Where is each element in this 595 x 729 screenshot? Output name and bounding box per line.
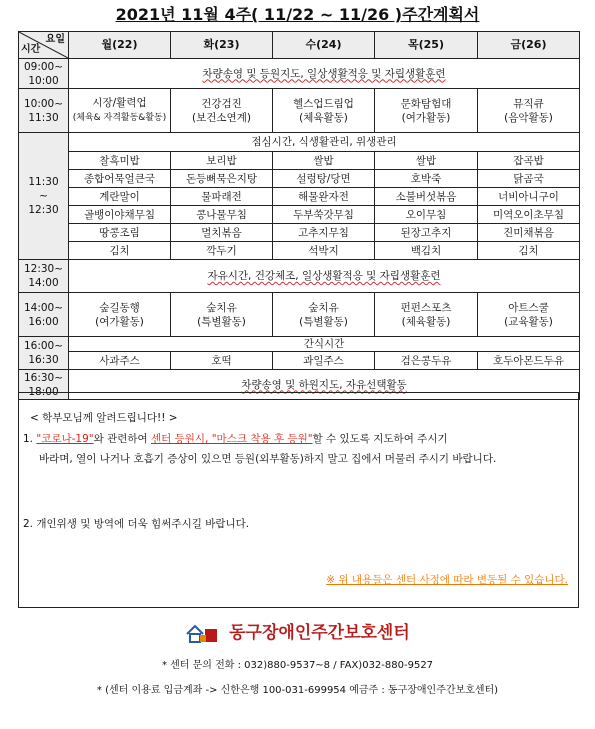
house-logo-icon — [185, 623, 219, 643]
activity-cell: 문화탐험대 (여가활동) — [375, 89, 478, 133]
day-wed: 수(24) — [273, 32, 375, 59]
snack-item: 호두아몬드두유 — [478, 352, 580, 370]
menu-item: 설렁탕/당면 — [273, 170, 375, 188]
activity-cell: 뮤직큐 (음악활동) — [478, 89, 580, 133]
time-cell: 16:30~ 18:00 — [19, 370, 69, 400]
row-morning-program — [19, 89, 580, 133]
snack-row — [19, 352, 580, 370]
menu-item: 쌀밥 — [273, 152, 375, 170]
activity-cell: 시장/활력업 (체육& 자격활동&활동) — [69, 89, 171, 133]
activity-cell: 숲치유 (특별활동) — [273, 293, 375, 337]
activity-cell: 건강검진 (보건소연계) — [171, 89, 273, 133]
account-info: * (센터 이용료 입금계좌 -> 신한은행 100-031-699954 예금주 : 동구장애인주간보호센터) — [96, 685, 499, 696]
lunch-header: 점심시간, 식생활관리, 위생관리 — [69, 133, 580, 152]
menu-row — [19, 170, 580, 188]
time-cell: 10:00~ 11:30 — [19, 89, 69, 133]
page-title: 2021년 11월 4주( 11/22 ~ 11/26 )주간계획서 — [115, 5, 480, 24]
menu-row — [19, 152, 580, 170]
menu-item: 된장고추지 — [375, 224, 478, 242]
menu-item: 미역오이초무침 — [478, 206, 580, 224]
row-afternoon-free — [19, 260, 580, 293]
snack-item: 호떡 — [171, 352, 273, 370]
activity-wide: 차량송영 및 하원지도, 자유선택활동 — [69, 370, 580, 400]
menu-item: 깍두기 — [171, 242, 273, 260]
parent-notice-box — [18, 392, 579, 608]
menu-row — [19, 242, 580, 260]
day-tue: 화(23) — [171, 32, 273, 59]
center-logo — [0, 618, 595, 643]
activity-wide: 차량송영 및 등원지도, 일상생활적응 및 자립생활훈련 — [69, 59, 580, 89]
menu-row — [19, 206, 580, 224]
contact-info: * 센터 문의 전화 : 032)880-9537~8 / FAX)032-880-9527 — [161, 660, 434, 671]
corner-cell — [19, 32, 69, 59]
activity-cell: 헬스업드림업 (체육활동) — [273, 89, 375, 133]
activity-cell: 펀펀스포츠 (체육활동) — [375, 293, 478, 337]
time-cell: 12:30~ 14:00 — [19, 260, 69, 293]
menu-item: 오이무침 — [375, 206, 478, 224]
notice-item-2: 2. 개인위생 및 방역에 더욱 힘써주시길 바랍니다. — [23, 518, 250, 530]
day-header-row — [19, 32, 580, 59]
notice-footnote: ※ 위 내용들은 센터 사정에 따라 변동될 수 있습니다. — [326, 574, 568, 586]
menu-item: 고추지무침 — [273, 224, 375, 242]
activity-cell: 숲길동행 (여가활동) — [69, 293, 171, 337]
time-cell: 14:00~ 16:00 — [19, 293, 69, 337]
activity-cell: 아트스쿨 (교육활동) — [478, 293, 580, 337]
menu-item: 소불버섯볶음 — [375, 188, 478, 206]
menu-item: 김치 — [69, 242, 171, 260]
menu-item: 콩나물무침 — [171, 206, 273, 224]
menu-item: 닭곰국 — [478, 170, 580, 188]
menu-item: 백김치 — [375, 242, 478, 260]
row-morning-arrival — [19, 59, 580, 89]
center-name: 동구장애인주간보호센터 — [229, 623, 410, 643]
menu-item: 두부쑥갓무침 — [273, 206, 375, 224]
menu-item: 종합어묵얼큰국 — [69, 170, 171, 188]
notice-item-1-cont: 바라며, 열이 나거나 호흡기 증상이 있으면 등원(외부활동)하지 말고 집에서 머물러 주시기 바랍니다. — [39, 453, 497, 465]
menu-item: 쌀밥 — [375, 152, 478, 170]
day-thu: 목(25) — [375, 32, 478, 59]
menu-item: 돈등뼈묵은지탕 — [171, 170, 273, 188]
menu-item: 멸치볶음 — [171, 224, 273, 242]
menu-item: 진미채볶음 — [478, 224, 580, 242]
row-snack-header — [19, 337, 580, 352]
menu-item: 잡곡밥 — [478, 152, 580, 170]
activity-wide: 자유시간, 건강체조, 일상생활적응 및 자립생활훈련 — [69, 260, 580, 293]
activity-cell: 숲치유 (특별활동) — [171, 293, 273, 337]
time-axis-label: 시간 — [21, 44, 41, 55]
menu-row — [19, 188, 580, 206]
time-cell: 09:00~ 10:00 — [19, 59, 69, 89]
menu-item: 골뱅이야채무침 — [69, 206, 171, 224]
snack-header: 간식시간 — [69, 337, 580, 352]
menu-item: 석박지 — [273, 242, 375, 260]
snack-item: 과일주스 — [273, 352, 375, 370]
time-cell: 16:00~ 16:30 — [19, 337, 69, 370]
time-cell: 11:30 ~ 12:30 — [19, 133, 69, 260]
menu-item: 호박죽 — [375, 170, 478, 188]
snack-item: 검은콩두유 — [375, 352, 478, 370]
weekly-schedule-table — [18, 31, 580, 400]
menu-item: 보리밥 — [171, 152, 273, 170]
day-fri: 금(26) — [478, 32, 580, 59]
menu-row — [19, 224, 580, 242]
snack-item: 사과주스 — [69, 352, 171, 370]
row-afternoon-program — [19, 293, 580, 337]
day-axis-label: 요일 — [45, 34, 65, 45]
row-lunch-header — [19, 133, 580, 152]
menu-item: 김치 — [478, 242, 580, 260]
menu-item: 너비아니구이 — [478, 188, 580, 206]
menu-item: 찰흑미밥 — [69, 152, 171, 170]
day-mon: 월(22) — [69, 32, 171, 59]
menu-item: 계란말이 — [69, 188, 171, 206]
notice-heading: < 학부모님께 알려드립니다!! > — [30, 412, 178, 424]
menu-item: 물파래전 — [171, 188, 273, 206]
menu-item: 땅콩조림 — [69, 224, 171, 242]
notice-item-1: 1. "코로나-19"와 관련하여 센터 등원시, "마스크 착용 후 등원"할 수 있도록 지도하여 주시기 — [23, 433, 448, 445]
menu-item: 해물완자전 — [273, 188, 375, 206]
